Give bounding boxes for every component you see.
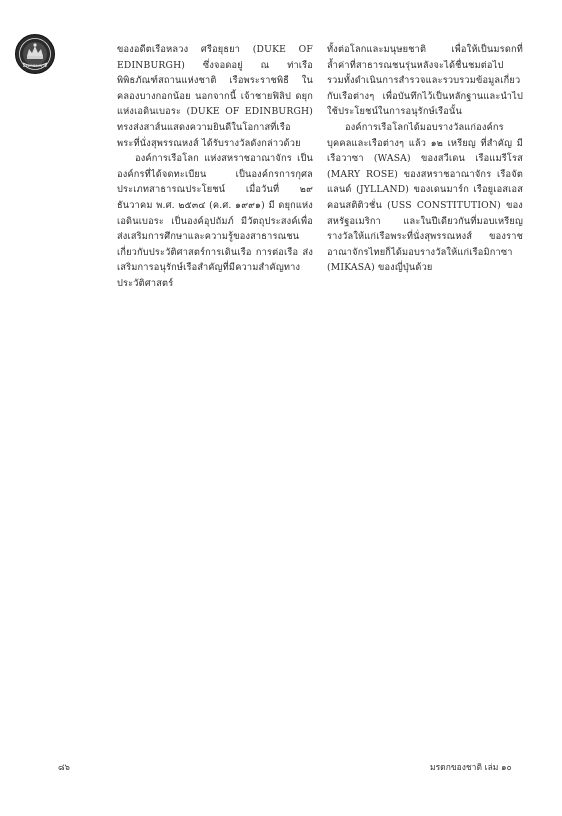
right-column — [327, 42, 523, 276]
right-paragraph-1: ทั้งต่อโลกและมนุษยชาติ เพื่อให้เป็นมรดกที่ล้ำค่าที่สาธารณชนรุ่นหลังจะได้ชื่นชมต่อไป รวมทั้งดำเนินการสำรวจและรวบรวมข้อมูลเกี่ยวกับเรือต่างๆ เพื่อบันทึกไว้เป็นหลักฐานและนำไปใช้ประโยชน์ในการอนุรักษ์เรือนั้น — [327, 44, 523, 118]
royal-seal-icon — [14, 33, 56, 75]
left-column — [117, 42, 313, 292]
right-paragraph-2: องค์การเรือโลกได้มอบรางวัลแก่องค์กรบุคคลและเรือต่างๆ แล้ว ๑๒ เหรียญ ที่สำคัญ มีเรือวาซา (WASA) ของสวีเดน เรือแมรีโรส (MARY ROSE) ของสหราชอาณาจักร เรือจัตแลนด์ (JYLLAND) ของเดนมาร์ก เรือยูเอสเอส คอนสติติวชั่น (USS CONSTITUTION) ของสหรัฐอเมริกา และในปีเดียวกันที่มอบเหรียญรางวัลให้แก่เรือพระที่นั่งสุพรรณหงส์ ของราชอาณาจักรไทยก็ได้มอบรางวัลให้แก่เรือมิกาซา (MIKASA) ของญี่ปุ่นด้วย — [327, 121, 523, 274]
running-title: มรดกของชาติ เล่ม ๑๐ — [430, 763, 512, 773]
seal-label: มรดกของชาติ — [22, 63, 48, 68]
page-number: ๘๖ — [58, 763, 70, 773]
left-paragraph-2: องค์การเรือโลก แห่งสหราชอาณาจักร เป็นองค์กรที่ได้จดทะเบียน เป็นองค์กรการกุศลประเภทสาธารณประโยชน์ เมื่อวันที่ ๒๙ ธันวาคม พ.ศ. ๒๕๓๔ (ค.ศ. ๑๙๙๑) มี ดยุกแห่งเอดินเบอระ เป็นองค์อุปถัมภ์ มีวัตถุประสงค์เพื่อส่งเสริมการศึกษาและความรู้ของสาธารณชนเกี่ยวกับประวัติศาสตร์การเดินเรือ การต่อเรือ ส่งเสริมการอนุรักษ์เรือสำคัญที่มีความสำคัญทางประวัติศาสตร์ — [117, 153, 313, 289]
left-paragraph-1: ของอดีตเรือหลวง ศรีอยุธยา (DUKE OF EDINBURGH) ซึ่งจอดอยู่ ณ ท่าเรือ พิพิธภัณฑ์สถานแห่งชาติ เรือพระราชพิธี ในคลองบางกอกน้อย นอกจากนี้ เจ้าชายฟิลิป ดยุกแห่งเอดินเบอระ (DUKE OF EDINBURGH) ทรงส่งสาส์นแสดงความยินดีในโอกาสที่เรือพระที่นั่งสุพรรณหงส์ ได้รับรางวัลดังกล่าวด้วย — [117, 44, 313, 149]
